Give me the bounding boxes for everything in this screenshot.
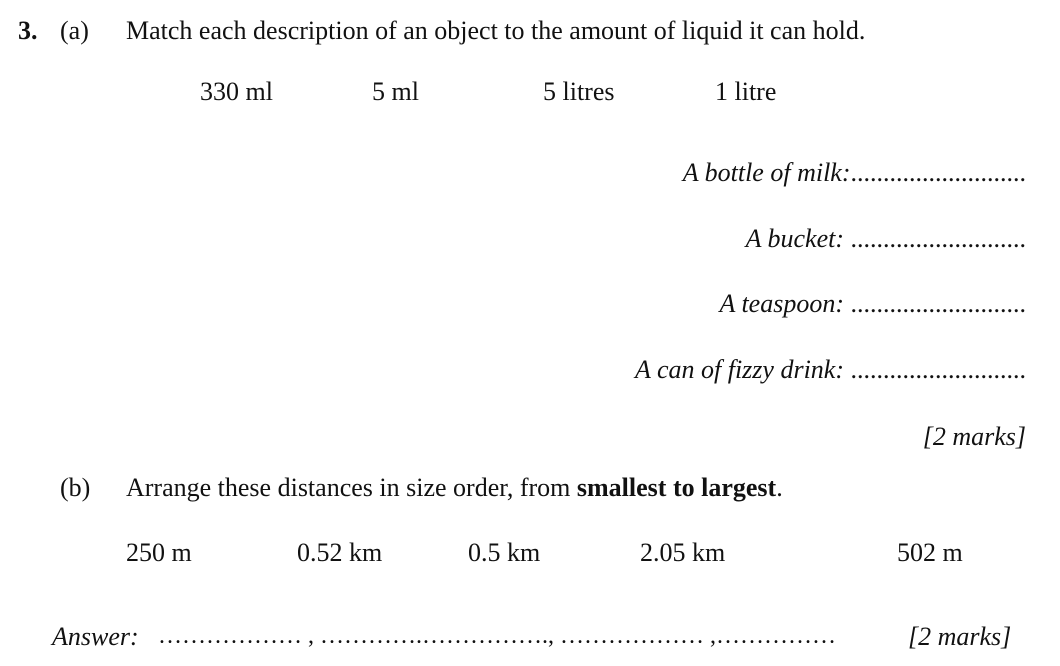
item-teaspoon [720, 291, 1026, 317]
answer-blanks[interactable]: ……………… , ………….……………., ……………… ,…………… [158, 623, 836, 649]
part-a-marks: [2 marks] [922, 422, 1026, 451]
answer-label: Answer: [52, 622, 139, 651]
item-label: A can of fizzy drink: [635, 355, 851, 384]
instruction-emphasis: smallest to largest [576, 473, 777, 502]
part-b-marks: [2 marks] [908, 622, 1012, 651]
item-bucket [746, 226, 1026, 252]
distance-2-05km: 2.05 km [640, 538, 726, 567]
distance-0-52km: 0.52 km [297, 538, 383, 567]
option-1-litre: 1 litre [715, 77, 777, 106]
option-5ml: 5 ml [372, 77, 419, 106]
answer-blank[interactable]: ........................... [850, 224, 1026, 253]
distance-250m: 250 m [126, 538, 192, 567]
part-b-instruction [126, 475, 783, 501]
item-label: A bottle of milk: [682, 158, 851, 187]
instruction-end: . [776, 473, 783, 502]
part-a-instruction: Match each description of an object to the amount of liquid it can hold. [126, 16, 866, 45]
answer-blank[interactable]: ........................... [850, 158, 1026, 187]
answer-blank[interactable]: ........................... [850, 355, 1026, 384]
part-a-label: (a) [60, 16, 89, 45]
part-b-label: (b) [60, 473, 91, 502]
answer-blank[interactable]: ........................... [850, 289, 1026, 318]
item-label: A teaspoon: [719, 289, 851, 318]
item-bottle-of-milk [683, 160, 1026, 186]
item-label: A bucket: [745, 224, 851, 253]
item-can-of-fizzy-drink [635, 357, 1026, 383]
distance-0-5km: 0.5 km [468, 538, 541, 567]
option-330ml: 330 ml [200, 77, 273, 106]
question-number: 3. [18, 16, 38, 45]
distance-502m: 502 m [897, 538, 963, 567]
instruction-text: Arrange these distances in size order, from [126, 473, 577, 502]
option-5-litres: 5 litres [543, 77, 615, 106]
